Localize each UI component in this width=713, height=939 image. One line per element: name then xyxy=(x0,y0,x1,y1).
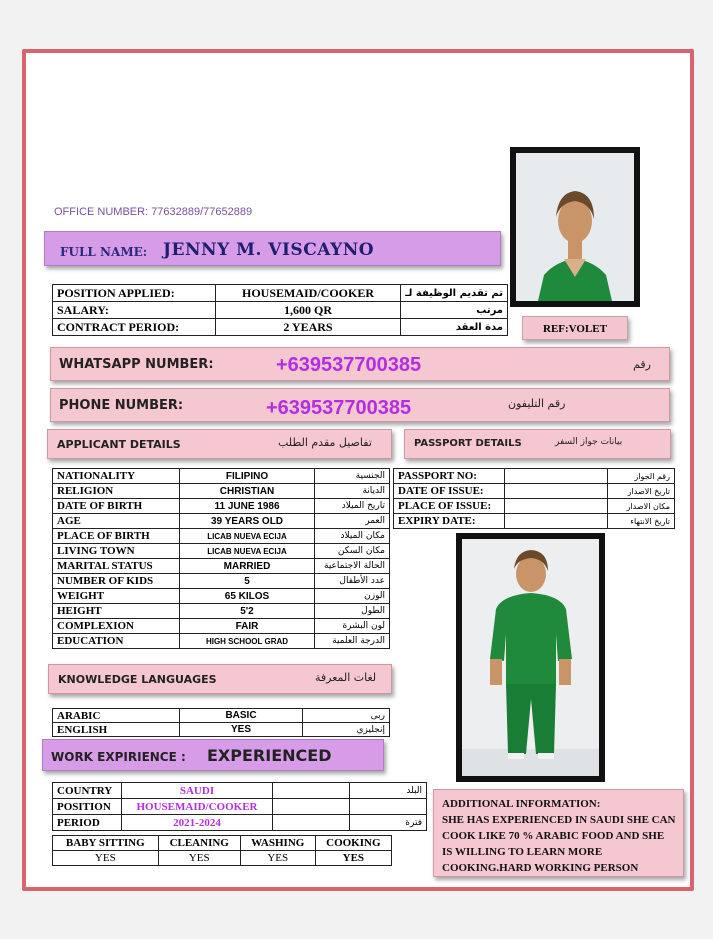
work-experience-label: WORK EXPIRIENCE : xyxy=(51,750,186,764)
detail-label: NATIONALITY xyxy=(53,469,180,484)
detail-value: LICAB NUEVA ECIJA xyxy=(180,529,315,544)
passport-details-banner xyxy=(404,429,671,459)
table-row xyxy=(53,302,508,319)
detail-label: PLACE OF BIRTH xyxy=(53,529,180,544)
detail-value: 11 JUNE 1986 xyxy=(180,499,315,514)
passport-value xyxy=(505,514,608,529)
detail-value: 5'2 xyxy=(180,604,315,619)
additional-info-text xyxy=(442,796,677,876)
table-row xyxy=(53,723,390,737)
phone-value: +639537700385 xyxy=(266,397,412,419)
whatsapp-value: +639537700385 xyxy=(276,354,422,376)
passport-details-arabic: بيانات جواز السفر xyxy=(555,437,623,447)
detail-value: MARRIED xyxy=(180,559,315,574)
table-row xyxy=(53,285,508,302)
contract-label: CONTRACT PERIOD: xyxy=(53,319,216,336)
skill-label: WASHING xyxy=(240,836,315,851)
table-row xyxy=(53,529,390,544)
skill-label: CLEANING xyxy=(158,836,240,851)
table-row xyxy=(53,619,390,634)
detail-arabic: لون البشرة xyxy=(315,619,390,634)
table-row xyxy=(53,469,390,484)
skill-value: YES xyxy=(53,851,159,866)
language-label: ENGLISH xyxy=(53,723,180,737)
detail-label: EDUCATION xyxy=(53,634,180,649)
passport-details-label: PASSPORT DETAILS xyxy=(414,438,522,449)
headshot-image xyxy=(516,153,634,301)
table-row xyxy=(53,484,390,499)
skills-table xyxy=(52,835,392,866)
knowledge-languages-banner xyxy=(48,664,392,694)
detail-arabic: عدد الأطفال xyxy=(315,574,390,589)
passport-arabic: مكان الاصدار xyxy=(608,499,675,514)
passport-value xyxy=(505,499,608,514)
additional-info-title: ADDITIONAL INFORMATION: xyxy=(442,798,601,810)
work-experience-banner xyxy=(42,739,384,771)
languages-table xyxy=(52,708,390,737)
empty-cell xyxy=(273,783,350,799)
empty-cell xyxy=(273,815,350,831)
phone-label: PHONE NUMBER: xyxy=(59,398,184,413)
passport-label: EXPIRY DATE: xyxy=(394,514,505,529)
language-value: YES xyxy=(180,723,303,737)
position-arabic: تم تقديم الوظيفة لـ xyxy=(401,285,508,302)
detail-value: LICAB NUEVA ECIJA xyxy=(180,544,315,559)
detail-label: COMPLEXION xyxy=(53,619,180,634)
ref-badge: REF:VOLET xyxy=(522,316,628,340)
knowledge-label: KNOWLEDGE LANGUAGES xyxy=(58,673,217,686)
office-number-value: 77632889/77652889 xyxy=(151,206,253,218)
table-row xyxy=(53,514,390,529)
detail-value: 39 YEARS OLD xyxy=(180,514,315,529)
detail-value: FILIPINO xyxy=(180,469,315,484)
detail-value: 65 KILOS xyxy=(180,589,315,604)
whatsapp-arabic: رقم xyxy=(633,358,651,371)
detail-value: HIGH SCHOOL GRAD xyxy=(180,634,315,649)
language-value: BASIC xyxy=(180,709,303,723)
experience-arabic: فترة xyxy=(350,815,427,831)
experience-label: POSITION xyxy=(53,799,122,815)
table-row xyxy=(53,559,390,574)
salary-value: 1,600 QR xyxy=(216,302,401,319)
skill-value: YES xyxy=(315,851,391,866)
detail-label: WEIGHT xyxy=(53,589,180,604)
applicant-details-table xyxy=(52,468,390,649)
table-row xyxy=(53,499,390,514)
experience-table xyxy=(52,782,427,831)
detail-value: CHRISTIAN xyxy=(180,484,315,499)
additional-info-box xyxy=(433,789,684,877)
detail-label: RELIGION xyxy=(53,484,180,499)
whatsapp-label: WHATSAPP NUMBER: xyxy=(59,357,214,372)
passport-value xyxy=(505,469,608,484)
table-row xyxy=(53,634,390,649)
table-row xyxy=(53,589,390,604)
additional-info-body: SHE HAS EXPERIENCED IN SAUDI SHE CAN COOK LIKE 70 % ARABIC FOOD AND SHE IS WILLING TO LEARN MORE COOKING.HARD WORKING PERSON xyxy=(442,814,676,874)
position-value: HOUSEMAID/COOKER xyxy=(216,285,401,302)
passport-label: DATE OF ISSUE: xyxy=(394,484,505,499)
passport-arabic: تاريخ الاصدار xyxy=(608,484,675,499)
passport-arabic: تاريخ الانتهاء xyxy=(608,514,675,529)
table-row xyxy=(53,815,427,831)
applicant-details-arabic: تفاصيل مقدم الطلب xyxy=(278,436,372,449)
passport-table xyxy=(393,468,675,529)
detail-label: NUMBER OF KIDS xyxy=(53,574,180,589)
experience-arabic xyxy=(350,799,427,815)
salary-label: SALARY: xyxy=(53,302,216,319)
language-label: ARABIC xyxy=(53,709,180,723)
full-body-photo xyxy=(456,533,605,782)
experience-arabic: البلد xyxy=(350,783,427,799)
table-row xyxy=(53,836,392,851)
detail-label: HEIGHT xyxy=(53,604,180,619)
detail-value: FAIR xyxy=(180,619,315,634)
detail-arabic: تاريخ الميلاد xyxy=(315,499,390,514)
phone-banner xyxy=(50,388,670,422)
skill-value: YES xyxy=(158,851,240,866)
office-number-label: OFFICE NUMBER: xyxy=(54,206,149,218)
passport-label: PASSPORT NO: xyxy=(394,469,505,484)
experience-value: SAUDI xyxy=(122,783,273,799)
whatsapp-banner xyxy=(50,347,670,381)
table-row xyxy=(53,783,427,799)
detail-arabic: الديانة xyxy=(315,484,390,499)
detail-label: AGE xyxy=(53,514,180,529)
work-experience-value: EXPERIENCED xyxy=(207,746,332,765)
experience-value: HOUSEMAID/COOKER xyxy=(122,799,273,815)
position-label: POSITION APPLIED: xyxy=(53,285,216,302)
table-row xyxy=(53,709,390,723)
detail-label: DATE OF BIRTH xyxy=(53,499,180,514)
table-row xyxy=(53,544,390,559)
knowledge-arabic: لغات المعرفة xyxy=(315,671,377,684)
detail-arabic: الجنسية xyxy=(315,469,390,484)
table-row xyxy=(394,469,675,484)
language-arabic: ربى xyxy=(303,709,390,723)
passport-value xyxy=(505,484,608,499)
full-name-value: JENNY M. VISCAYNO xyxy=(163,240,375,260)
empty-cell xyxy=(273,799,350,815)
detail-arabic: العمر xyxy=(315,514,390,529)
detail-arabic: الطول xyxy=(315,604,390,619)
contract-arabic: مدة العقد xyxy=(401,319,508,336)
passport-arabic: رقم الجواز xyxy=(608,469,675,484)
experience-label: COUNTRY xyxy=(53,783,122,799)
table-row xyxy=(53,851,392,866)
detail-arabic: الدرجة العلمية xyxy=(315,634,390,649)
detail-value: 5 xyxy=(180,574,315,589)
full-body-image xyxy=(462,539,599,776)
detail-arabic: الوزن xyxy=(315,589,390,604)
table-row xyxy=(53,574,390,589)
applicant-details-label: APPLICANT DETAILS xyxy=(57,438,181,451)
detail-arabic: مكان الميلاد xyxy=(315,529,390,544)
phone-arabic: رقم التليفون xyxy=(508,397,566,410)
table-row xyxy=(394,484,675,499)
office-number xyxy=(54,206,252,218)
skill-value: YES xyxy=(240,851,315,866)
passport-label: PLACE OF ISSUE: xyxy=(394,499,505,514)
detail-label: LIVING TOWN xyxy=(53,544,180,559)
detail-label: MARITAL STATUS xyxy=(53,559,180,574)
detail-arabic: الحالة الاجتماعية xyxy=(315,559,390,574)
table-row xyxy=(53,604,390,619)
detail-arabic: مكان السكن xyxy=(315,544,390,559)
table-row xyxy=(394,499,675,514)
table-row xyxy=(53,799,427,815)
skill-label: COOKING xyxy=(315,836,391,851)
position-table xyxy=(52,284,508,336)
skill-label: BABY SITTING xyxy=(53,836,159,851)
headshot-photo xyxy=(510,147,640,307)
full-name-label: FULL NAME: xyxy=(60,245,148,259)
applicant-details-banner xyxy=(47,429,392,459)
table-row xyxy=(53,319,508,336)
table-row xyxy=(394,514,675,529)
experience-value: 2021-2024 xyxy=(122,815,273,831)
experience-label: PERIOD xyxy=(53,815,122,831)
full-name-banner xyxy=(44,231,501,266)
contract-value: 2 YEARS xyxy=(216,319,401,336)
language-arabic: إنجليزي xyxy=(303,723,390,737)
salary-arabic: مرتب xyxy=(401,302,508,319)
